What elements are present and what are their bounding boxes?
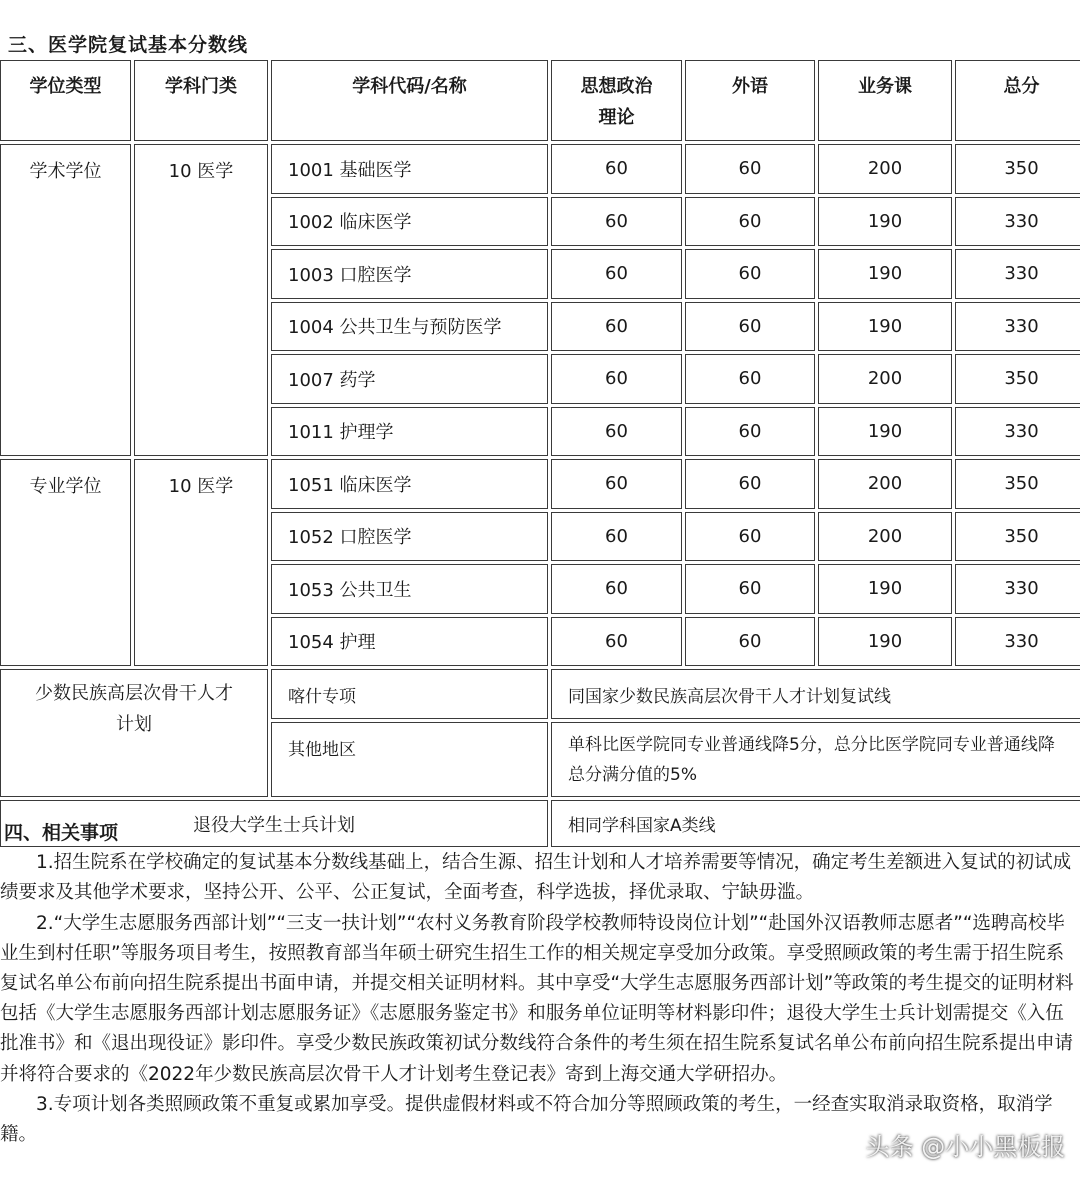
row-language: 60 xyxy=(685,617,815,667)
row-total: 330 xyxy=(955,617,1080,667)
row-language: 60 xyxy=(685,564,815,614)
row-total: 330 xyxy=(955,564,1080,614)
header-category: 学科门类 xyxy=(134,60,268,141)
header-politics-line1: 思想政治 xyxy=(580,76,653,97)
row-major: 200 xyxy=(818,354,952,404)
note-paragraph-1: 1.招生院系在学校确定的复试基本分数线基础上，结合生源、招生计划和人才培养需要等情况，确定考生差额进入复试的初试成绩要求及其他学术要求，坚持公开、公平、公正复试，全面考查，科学选拔，择优录取、宁缺毋滥。 xyxy=(0,852,1072,904)
row-politics: 60 xyxy=(551,302,682,352)
section-4-title: 四、相关事项 xyxy=(4,822,119,844)
row-major: 190 xyxy=(818,564,952,614)
row-code-name: 1051 临床医学 xyxy=(271,459,548,509)
row-politics: 60 xyxy=(551,512,682,562)
header-degree-type: 学位类型 xyxy=(0,60,131,141)
header-total: 总分 xyxy=(955,60,1080,141)
row-code-name: 1053 公共卫生 xyxy=(271,564,548,614)
row-politics: 60 xyxy=(551,564,682,614)
header-major: 业务课 xyxy=(818,60,952,141)
row-major: 200 xyxy=(818,459,952,509)
note-paragraph-3: 3.专项计划各类照顾政策不重复或累加享受。提供虚假材料或不符合加分等照顾政策的考生，一经查实取消录取资格，取消学籍。 xyxy=(0,1093,1053,1146)
row-total: 330 xyxy=(955,407,1080,457)
row-politics: 60 xyxy=(551,407,682,457)
kashgar-value: 同国家少数民族高层次骨干人才计划复试线 xyxy=(551,669,1080,719)
row-language: 60 xyxy=(685,144,815,194)
row-language: 60 xyxy=(685,249,815,299)
group-academic-degree: 学术学位 xyxy=(0,144,131,456)
row-politics: 60 xyxy=(551,197,682,247)
row-language: 60 xyxy=(685,354,815,404)
veterans-plan-label: 退役大学生士兵计划 xyxy=(0,800,548,847)
row-major: 200 xyxy=(818,512,952,562)
row-total: 350 xyxy=(955,144,1080,194)
row-major: 190 xyxy=(818,617,952,667)
row-code-name: 1002 临床医学 xyxy=(271,197,548,247)
minority-plan-label-line2: 计划 xyxy=(116,714,152,735)
row-total: 330 xyxy=(955,197,1080,247)
row-politics: 60 xyxy=(551,459,682,509)
watermark xyxy=(828,1127,1065,1162)
row-major: 190 xyxy=(818,302,952,352)
section-3-title: 三、医学院复试基本分数线 xyxy=(8,34,249,56)
kashgar-label: 喀什专项 xyxy=(271,669,548,719)
row-major: 190 xyxy=(818,197,952,247)
row-code-name: 1001 基础医学 xyxy=(271,144,548,194)
row-code-name: 1011 护理学 xyxy=(271,407,548,457)
row-politics: 60 xyxy=(551,144,682,194)
row-politics: 60 xyxy=(551,249,682,299)
row-language: 60 xyxy=(685,407,815,457)
row-code-name: 1052 口腔医学 xyxy=(271,512,548,562)
row-code-name: 1003 口腔医学 xyxy=(271,249,548,299)
row-language: 60 xyxy=(685,302,815,352)
other-region-label: 其他地区 xyxy=(271,722,548,797)
related-notes xyxy=(0,818,1076,1150)
row-total: 350 xyxy=(955,512,1080,562)
other-region-value: 单科比医学院同专业普通线降5分，总分比医学院同专业普通线降总分满分值的5% xyxy=(551,722,1080,797)
row-total: 330 xyxy=(955,249,1080,299)
row-major: 190 xyxy=(818,249,952,299)
row-language: 60 xyxy=(685,459,815,509)
minority-plan-label xyxy=(0,669,268,797)
row-politics: 60 xyxy=(551,354,682,404)
row-language: 60 xyxy=(685,512,815,562)
row-code-name: 1007 药学 xyxy=(271,354,548,404)
group-academic-category: 10 医学 xyxy=(134,144,268,456)
row-code-name: 1054 护理 xyxy=(271,617,548,667)
veterans-plan-value: 相同学科国家A类线 xyxy=(551,800,1080,847)
row-politics: 60 xyxy=(551,617,682,667)
watermark-text: 头条 @小小黑板报 xyxy=(865,1133,1066,1161)
row-major: 190 xyxy=(818,407,952,457)
row-major: 200 xyxy=(818,144,952,194)
row-code-name: 1004 公共卫生与预防医学 xyxy=(271,302,548,352)
minority-plan-label-line1: 少数民族高层次骨干人才 xyxy=(35,683,233,704)
row-total: 350 xyxy=(955,459,1080,509)
score-table xyxy=(0,60,1074,847)
header-code-name: 学科代码/名称 xyxy=(271,60,548,141)
header-politics xyxy=(551,60,682,141)
row-language: 60 xyxy=(685,197,815,247)
toutiao-logo-icon xyxy=(828,1138,854,1158)
row-total: 330 xyxy=(955,302,1080,352)
header-language: 外语 xyxy=(685,60,815,141)
group-professional-degree: 专业学位 xyxy=(0,459,131,666)
row-total: 350 xyxy=(955,354,1080,404)
note-paragraph-2: 2.“大学生志愿服务西部计划”“三支一扶计划”“农村义务教育阶段学校教师特设岗位计划”“赴国外汉语教师志愿者”“选聘高校毕业生到村任职”等服务项目考生，按照教育部当年硕士研究生招生工作的相关规定享受加分政策。享受照顾政策的考生需于招生院系复试名单公布前向招生院系提出书面申请，并提交相关证明材料。其中享受“大学生志愿服务西部计划”等政策的考生提交的证明材料包括《大学生志愿服务西部计划志愿服务证》《志愿服务鉴定书》和服务单位证明等材料影印件；退役大学生士兵计划需提交《入伍批准书》和《退出现役证》影印件。享受少数民族政策初试分数线符合条件的考生须在招生院系复试名单公布前向招生院系提出申请并将符合要求的《2022年少数民族高层次骨干人才计划考生登记表》寄到上海交通大学研招办。 xyxy=(0,912,1074,1085)
header-politics-line2: 理论 xyxy=(598,107,635,128)
group-professional-category: 10 医学 xyxy=(134,459,268,666)
